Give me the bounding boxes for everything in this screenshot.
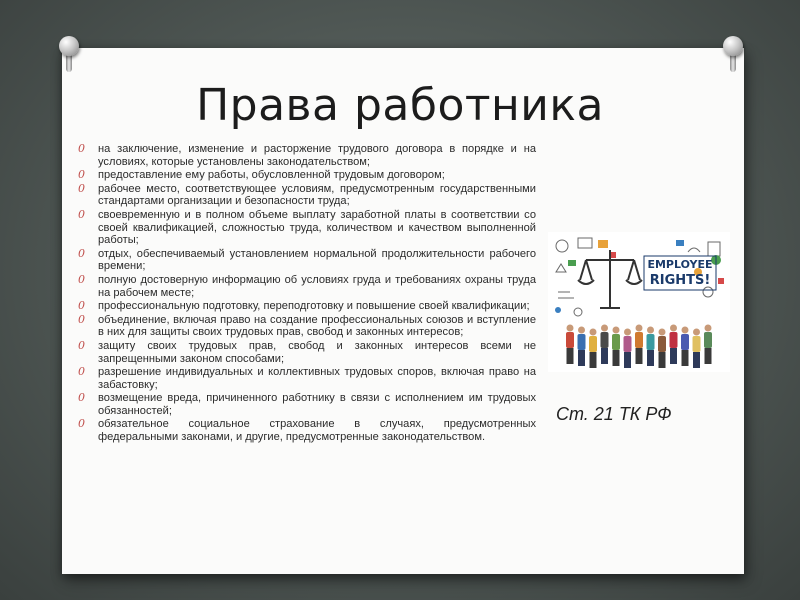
rights-list-item <box>76 340 536 365</box>
rights-list-item-text: отдых, обеспечиваемый установлением нормальной продолжительности рабочего времени; <box>98 247 536 273</box>
bullet-icon: 0 <box>78 272 85 286</box>
rights-list-item-text: объединение, включая право на создание профессиональных союзов и вступление в них для защиты своих трудовых прав, свобод и законных интересов; <box>98 313 536 339</box>
person-figure <box>566 325 574 365</box>
rights-list-item-text: полную достоверную информацию об условиях груда и требованиях охраны труда на рабочем месте; <box>98 273 536 299</box>
rights-list-item-text: обязательное социальное страхование в случаях, предусмотренных федеральными законами, и другие, предусмотренные законодательством. <box>98 418 536 444</box>
rights-list-item-text: на заключение, изменение и расторжение трудового договора в порядке и на условиях, которые установлены законодательством; <box>98 143 536 168</box>
rights-list-item-text: профессиональную подготовку, переподготовку и повышение своей квалификации; <box>98 300 530 313</box>
bullet-icon: 0 <box>78 338 85 352</box>
rights-list-item-text: разрешение индивидуальных и коллективных трудовых споров, включая право на забастовку; <box>98 366 536 391</box>
illustration-heading-2: RIGHTS! <box>649 273 711 288</box>
rights-list-item <box>76 274 536 299</box>
bullet-icon: 0 <box>78 246 85 260</box>
employee-rights-illustration <box>548 232 730 372</box>
bullet-icon: 0 <box>78 207 85 221</box>
bullet-icon: 0 <box>78 142 85 155</box>
rights-list-item <box>76 169 536 182</box>
person-figure <box>704 325 712 365</box>
rights-list-item <box>76 248 536 273</box>
person-figure <box>624 329 632 369</box>
rights-list-item-text: возмещение вреда, причиненного работнику в связи с исполнением им трудовых обязанностей; <box>98 392 536 417</box>
person-figure <box>647 327 655 367</box>
person-figure <box>635 325 643 365</box>
rights-list-item <box>76 366 536 391</box>
rights-list-item <box>76 183 536 208</box>
slide-title: Права работника <box>196 80 604 131</box>
rights-list-item-text: своевременную и в полном объеме выплату заработной платы в соответствии со своей квалификацией, сложностью труда, количеством и качеством выполненной работы; <box>98 208 536 247</box>
person-figure <box>612 327 620 367</box>
people-crowd <box>566 325 712 369</box>
scales-of-justice-icon <box>578 250 642 308</box>
person-figure <box>658 329 666 369</box>
rights-list-item <box>76 314 536 339</box>
bullet-icon: 0 <box>78 312 85 326</box>
person-figure <box>589 329 597 369</box>
rights-list-item <box>76 392 536 417</box>
bullet-icon: 0 <box>78 391 85 405</box>
illustration-heading-1: EMPLOYEE <box>647 258 713 271</box>
rights-list <box>76 143 536 445</box>
rights-list-item <box>76 418 536 443</box>
rights-list-item-text: защиту своих трудовых прав, свобод и законных интересов всеми не запрещенными законом способами; <box>98 339 536 365</box>
person-figure <box>693 329 701 369</box>
person-figure <box>601 325 609 365</box>
rights-list-item <box>76 209 536 247</box>
person-figure <box>670 325 678 365</box>
bullet-icon: 0 <box>78 181 85 195</box>
law-article-caption: Ст. 21 ТК РФ <box>556 404 672 424</box>
bullet-icon: 0 <box>78 168 85 182</box>
pushpin-left-icon <box>58 36 80 74</box>
bullet-icon: 0 <box>78 417 85 431</box>
person-figure <box>681 327 689 367</box>
rights-list-item-text: рабочее место, соответствующее условиям, предусмотренным государственными стандартами организации и безопасности труда; <box>98 182 536 208</box>
rights-list-item-text: предоставление ему работы, обусловленной трудовым договором; <box>98 169 445 182</box>
bullet-icon: 0 <box>78 365 85 379</box>
person-figure <box>578 327 586 367</box>
rights-list-item <box>76 300 536 313</box>
bullet-icon: 0 <box>78 299 85 313</box>
rights-list-item <box>76 143 536 168</box>
pushpin-right-icon <box>722 36 744 74</box>
